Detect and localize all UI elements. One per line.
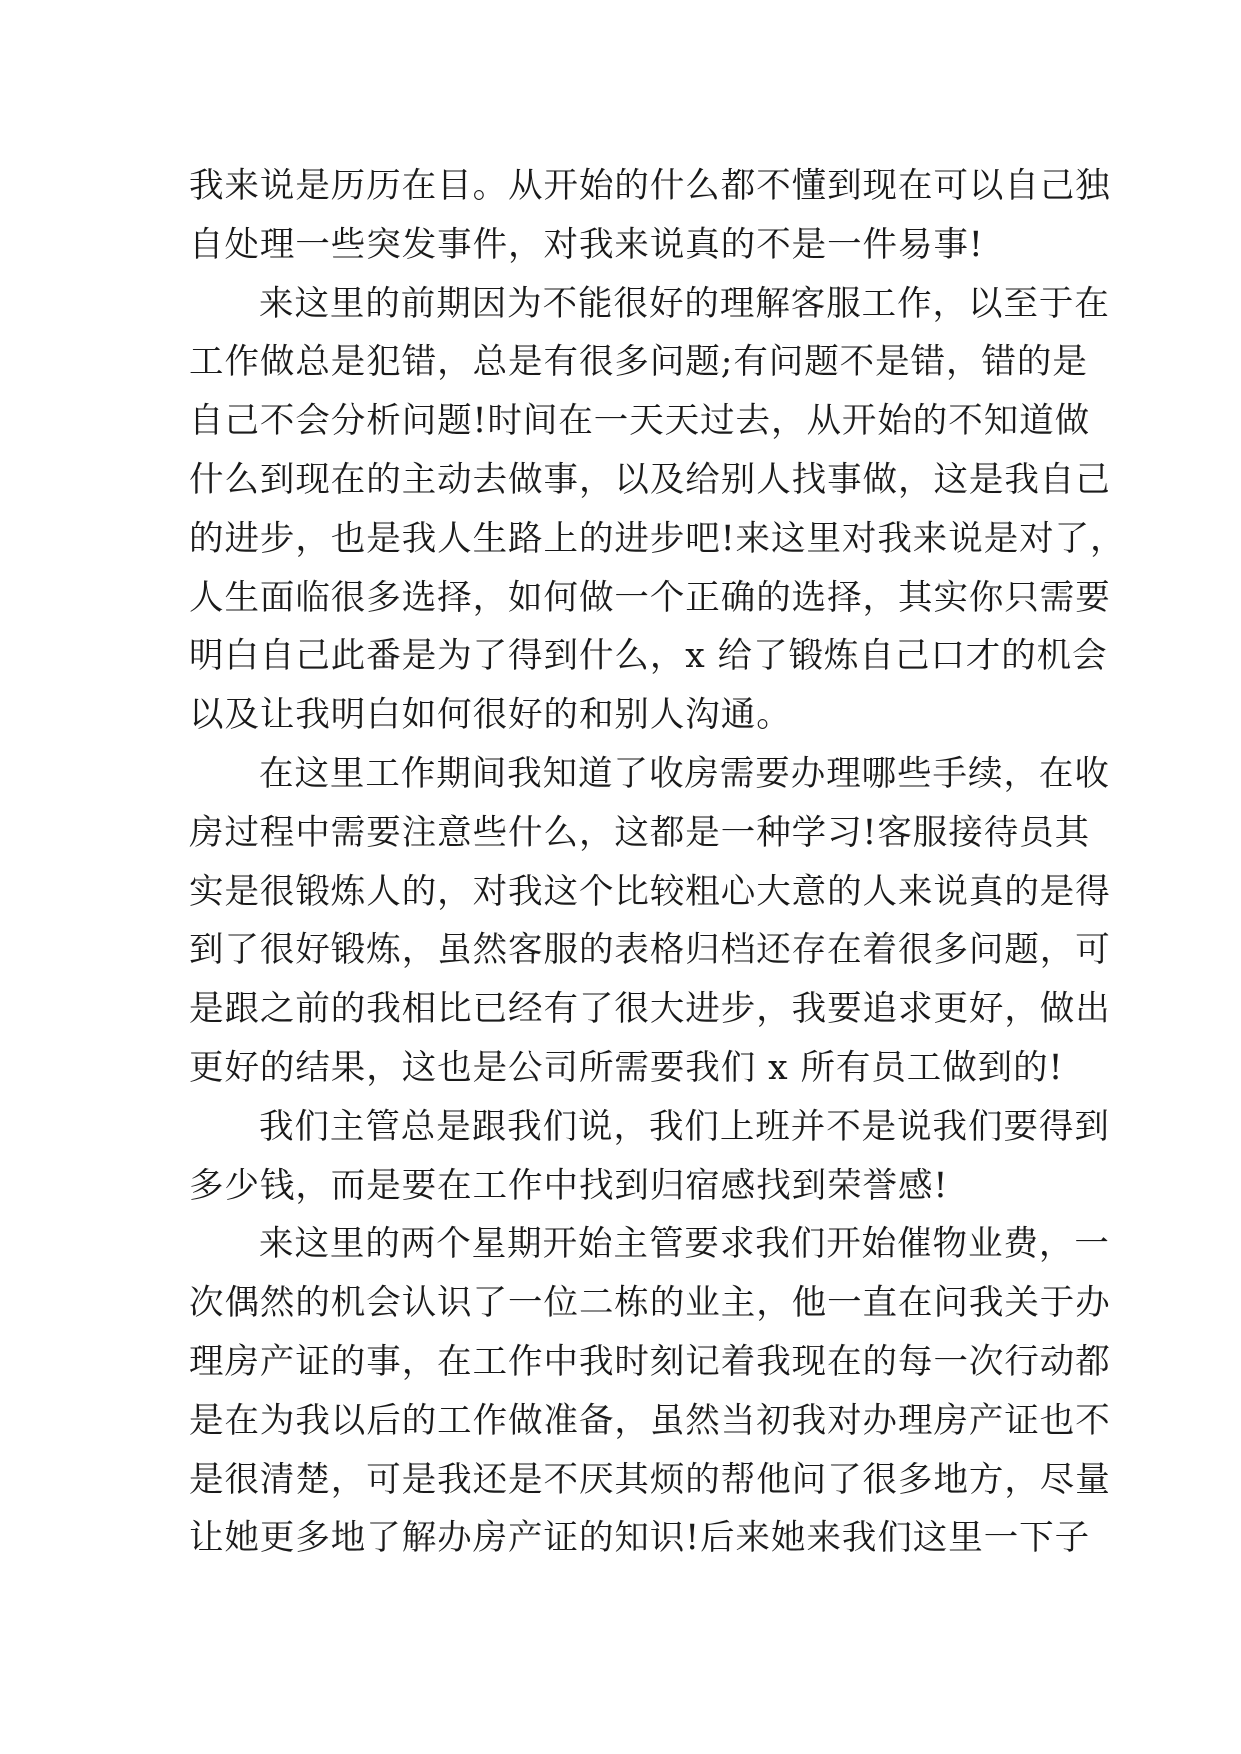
text-line: 是很清楚，可是我还是不厌其烦的帮他问了很多地方，尽量: [189, 1459, 1111, 1500]
text-line: 工作做总是犯错，总是有很多问题;有问题不是错，错的是: [189, 342, 1088, 383]
text-line: 是在为我以后的工作做准备，虽然当初我对办理房产证也不: [189, 1400, 1111, 1441]
body-text: [189, 157, 1126, 1568]
paragraph-first-line: 来这里的前期因为不能很好的理解客服工作，以至于在: [259, 283, 1110, 324]
text-line: 明白自己此番是为了得到什么，x 给了锻炼自己口才的机会: [189, 636, 1108, 677]
text-line: 我来说是历历在目。从开始的什么都不懂到现在可以自己独: [189, 166, 1111, 206]
text-line: 自处理一些突发事件，对我来说真的不是一件易事!: [189, 224, 984, 265]
text-line: 到了很好锻炼，虽然客服的表格归档还存在着很多问题，可: [189, 930, 1111, 971]
text-line: 是跟之前的我相比已经有了很大进步，我要追求更好，做出: [189, 989, 1111, 1030]
paragraph-first-line: 来这里的两个星期开始主管要求我们开始催物业费，一: [259, 1224, 1110, 1265]
text-line: 次偶然的机会认识了一位二栋的业主，他一直在问我关于办: [189, 1283, 1111, 1324]
paragraph-first-line: 我们主管总是跟我们说，我们上班并不是说我们要得到: [259, 1106, 1110, 1147]
text-line: 实是很锻炼人的，对我这个比较粗心大意的人来说真的是得: [189, 871, 1111, 912]
text-line: 什么到现在的主动去做事，以及给别人找事做，这是我自己: [189, 459, 1111, 500]
text-line: 自己不会分析问题!时间在一天天过去，从开始的不知道做: [189, 401, 1091, 442]
text-line: 以及让我明白如何很好的和别人沟通。: [189, 695, 792, 736]
text-line: 让她更多地了解办房产证的知识!后来她来我们这里一下子: [189, 1518, 1091, 1559]
text-line: 更好的结果，这也是公司所需要我们 x 所有员工做到的!: [189, 1047, 1064, 1088]
text-line: 理房产证的事，在工作中我时刻记着我现在的每一次行动都: [189, 1341, 1111, 1382]
text-line: 人生面临很多选择，如何做一个正确的选择，其实你只需要: [189, 577, 1111, 618]
text-line: 的进步，也是我人生路上的进步吧!来这里对我来说是对了，: [189, 518, 1126, 559]
text-line: 房过程中需要注意些什么，这都是一种学习!客服接待员其: [189, 812, 1091, 853]
paragraph-first-line: 在这里工作期间我知道了收房需要办理哪些手续，在收: [259, 753, 1110, 794]
text-line: 多少钱，而是要在工作中找到归宿感找到荣誉感!: [189, 1165, 949, 1206]
